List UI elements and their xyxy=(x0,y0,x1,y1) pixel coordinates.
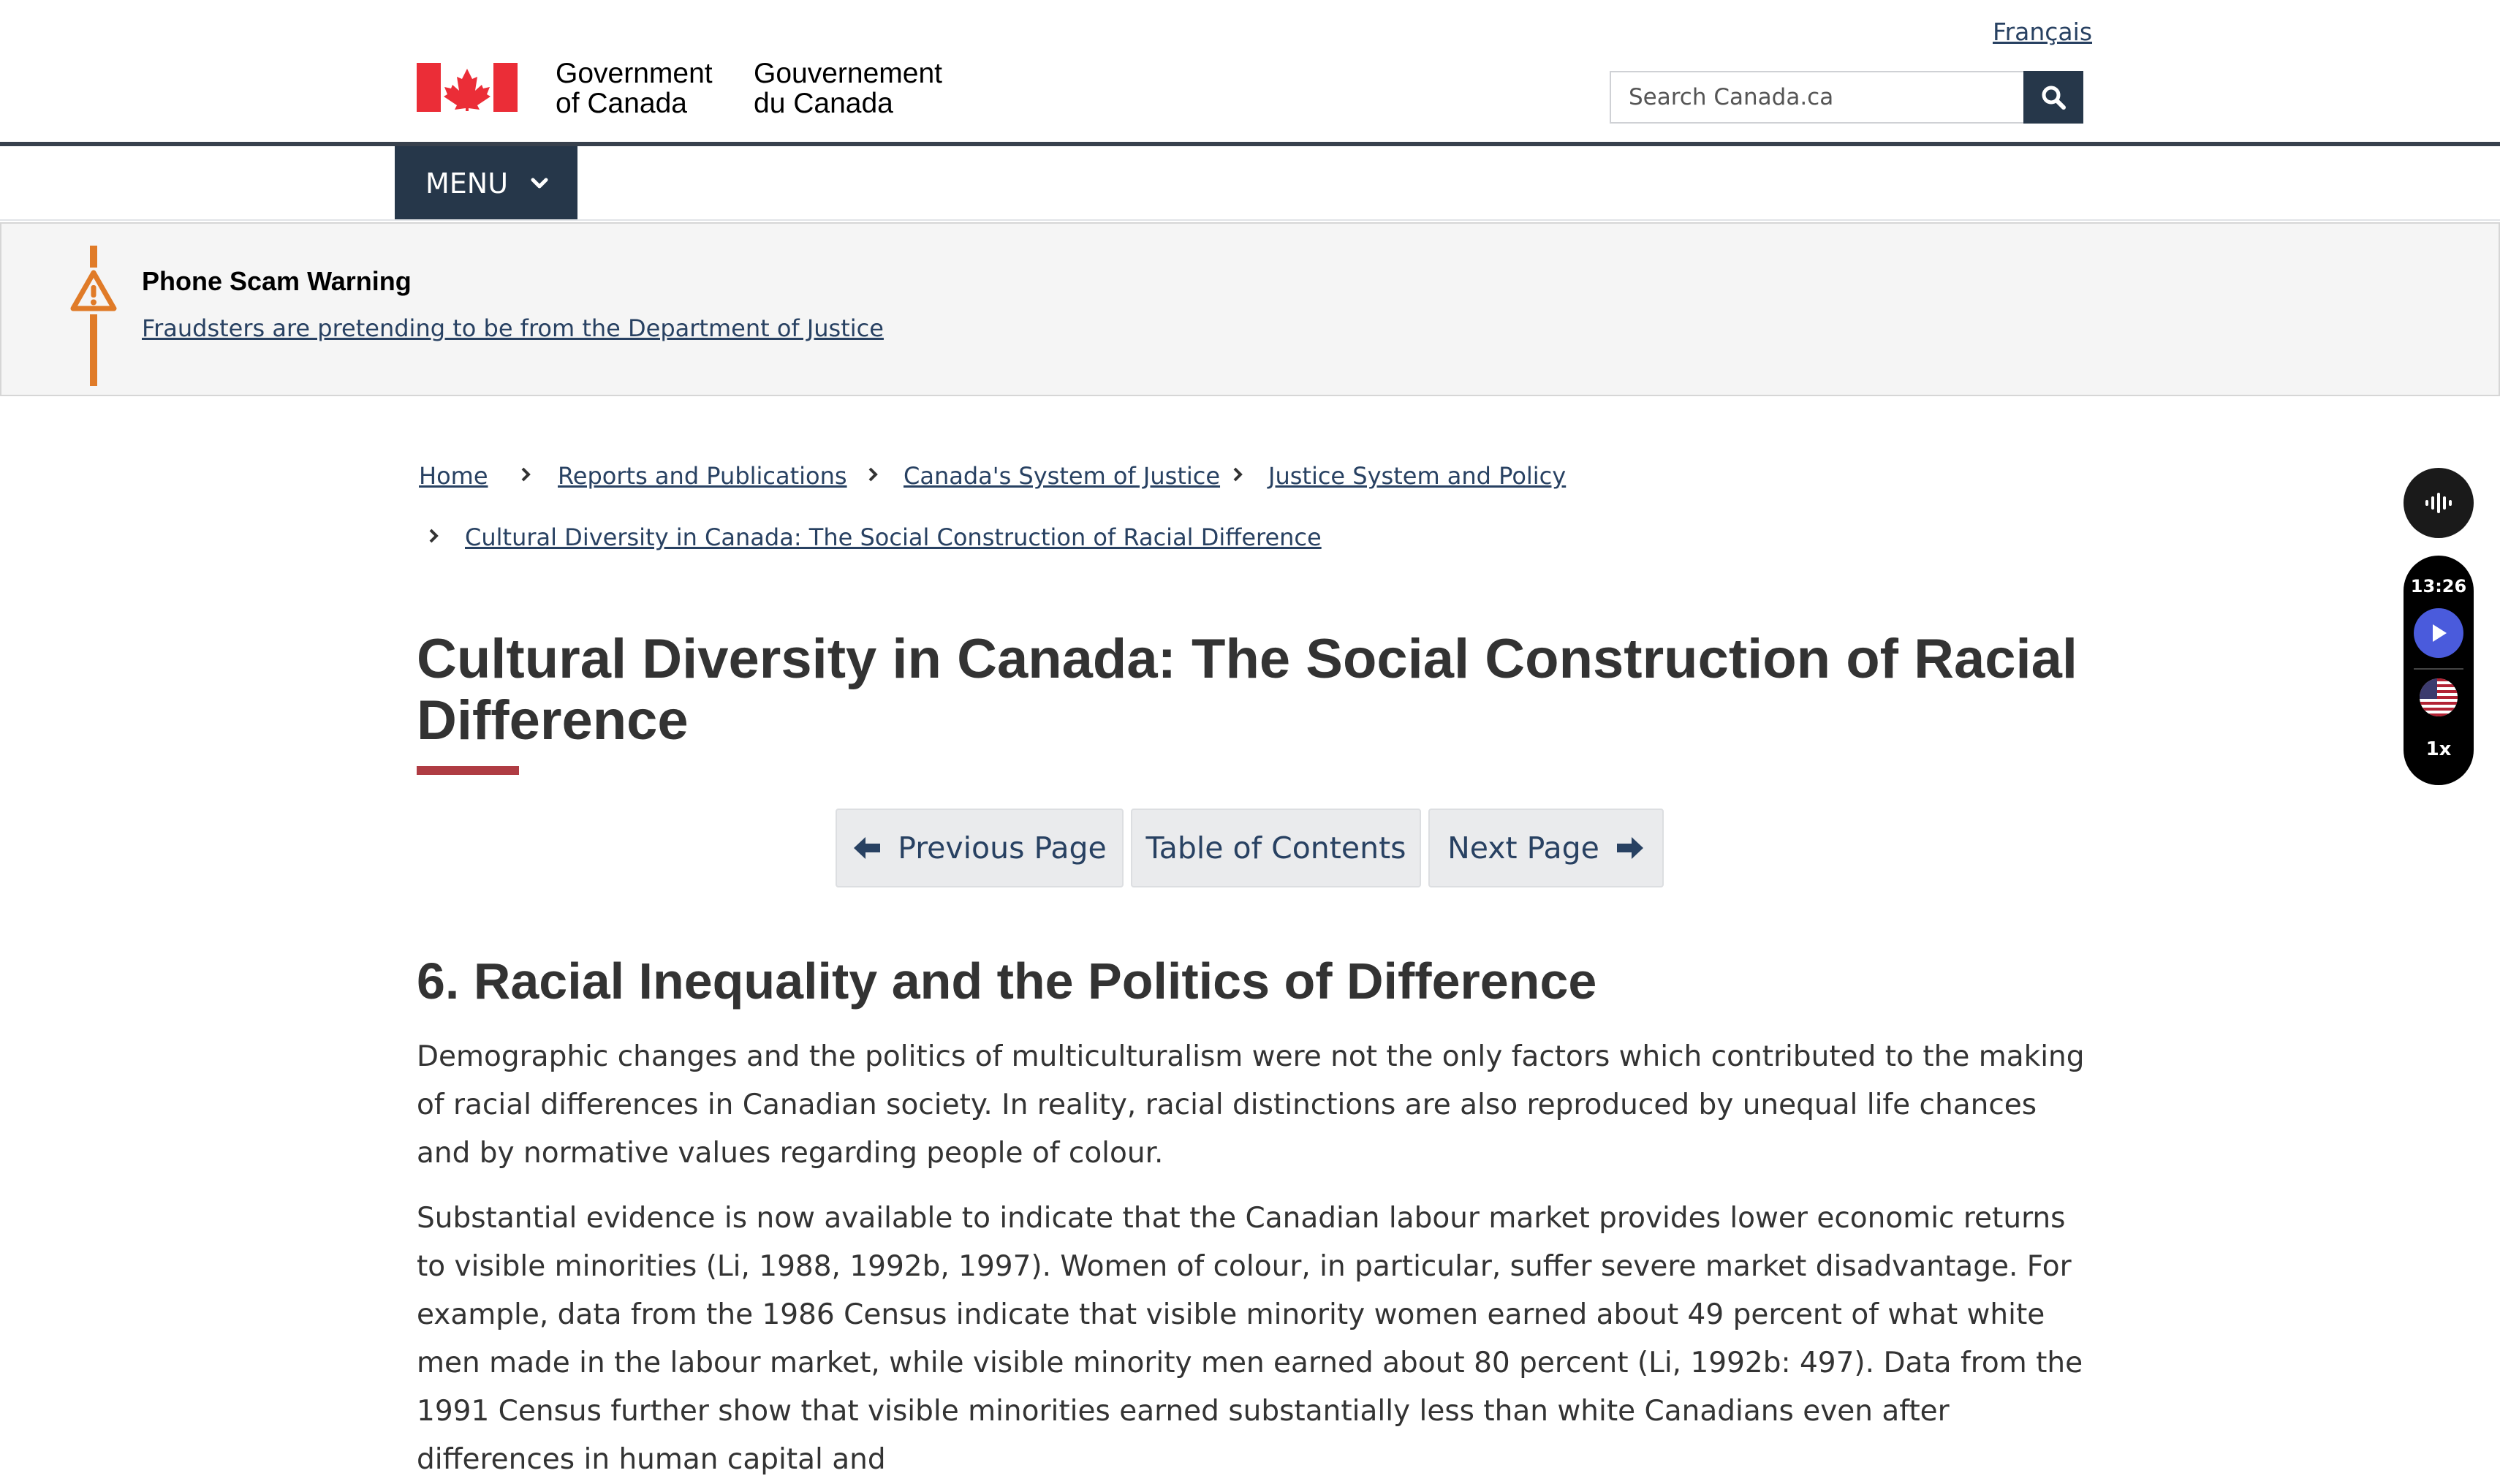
menu-divider xyxy=(0,219,2500,221)
warning-triangle-icon xyxy=(70,269,117,311)
chevron-right-icon xyxy=(428,528,439,544)
arrow-left-icon xyxy=(852,836,882,860)
language-toggle-link[interactable]: Français xyxy=(1993,18,2093,46)
tts-speed-toggle[interactable]: 1x xyxy=(2425,738,2452,760)
alert-accent-bar-bottom xyxy=(90,314,97,386)
gov-name-fr xyxy=(754,58,942,118)
page-title: Cultural Diversity in Canada: The Social Construction of Racial Difference xyxy=(417,628,2077,752)
chevron-right-icon xyxy=(868,466,878,482)
search-input[interactable] xyxy=(1610,71,2023,124)
tts-divider xyxy=(2414,668,2463,670)
alert-title: Phone Scam Warning xyxy=(142,266,412,296)
phone-scam-alert xyxy=(0,222,2500,396)
tts-time: 13:26 xyxy=(2410,576,2467,597)
gov-name-en-line2: of Canada xyxy=(556,88,687,119)
table-of-contents-label: Table of Contents xyxy=(1145,830,1406,866)
breadcrumb-system-of-justice[interactable]: Canada's System of Justice xyxy=(904,462,1221,490)
menu-button[interactable] xyxy=(395,146,577,220)
canada-flag-icon xyxy=(417,63,518,112)
gov-name-en-line1: Government xyxy=(556,58,713,89)
paragraph: Demographic changes and the politics of multiculturalism were not the only factors which contributed to the making of racial differences in Canadian society. In reality, racial distinctions are also reproduced by unequal life chances and by normative values regarding people of colour. xyxy=(417,1040,2085,1170)
gov-name-fr-line1: Gouvernement xyxy=(754,58,942,89)
title-underline-accent xyxy=(417,766,519,775)
chevron-right-icon xyxy=(520,466,531,482)
chevron-down-icon xyxy=(530,177,549,190)
search-button[interactable] xyxy=(2023,71,2083,124)
gov-name-en xyxy=(556,58,713,118)
previous-page-label: Previous Page xyxy=(898,830,1107,866)
chevron-right-icon xyxy=(1232,466,1243,482)
tts-play-button[interactable] xyxy=(2414,608,2463,658)
next-page-label: Next Page xyxy=(1447,830,1599,866)
play-icon xyxy=(2429,623,2448,643)
gov-name-fr-line2: du Canada xyxy=(754,88,893,119)
breadcrumb-justice-policy[interactable]: Justice System and Policy xyxy=(1268,462,1567,490)
text-to-speech-launcher[interactable] xyxy=(2404,468,2474,538)
paragraph: Substantial evidence is now available to indicate that the Canadian labour market provides lower economic returns to visible minorities (Li, 1988, 1992b, 1997). Women of colour, in particular, suffer severe market disadvantage. For example, data from the 1986 Census indicate that visible minority women earned about 49 percent of what white men made in the labour market, while visible minority men earned about 80 percent (Li, 1992b: 497). Data from the 1991 Census further show that visible minorities earned substantially less than white Canadians even after differences in human capital and xyxy=(417,1202,2083,1476)
breadcrumb-cultural-diversity[interactable]: Cultural Diversity in Canada: The Social Construction of Racial Difference xyxy=(465,523,1322,551)
menu-label: MENU xyxy=(425,167,509,200)
us-flag-icon[interactable] xyxy=(2420,678,2458,716)
alert-accent-bar-top xyxy=(90,246,97,268)
breadcrumb-home[interactable]: Home xyxy=(419,462,488,490)
text-to-speech-player xyxy=(2404,556,2474,785)
table-of-contents-button[interactable] xyxy=(1131,809,1421,887)
alert-link[interactable]: Fraudsters are pretending to be from the Department of Justice xyxy=(142,314,884,342)
next-page-button[interactable] xyxy=(1428,809,1664,887)
previous-page-button[interactable] xyxy=(836,809,1124,887)
search-icon xyxy=(2041,85,2066,110)
breadcrumb-reports[interactable]: Reports and Publications xyxy=(558,462,847,490)
section-heading: 6. Racial Inequality and the Politics of Difference xyxy=(417,953,1597,1010)
header-divider xyxy=(0,142,2500,146)
arrow-right-icon xyxy=(1615,836,1645,860)
audio-wave-icon xyxy=(2425,492,2452,514)
